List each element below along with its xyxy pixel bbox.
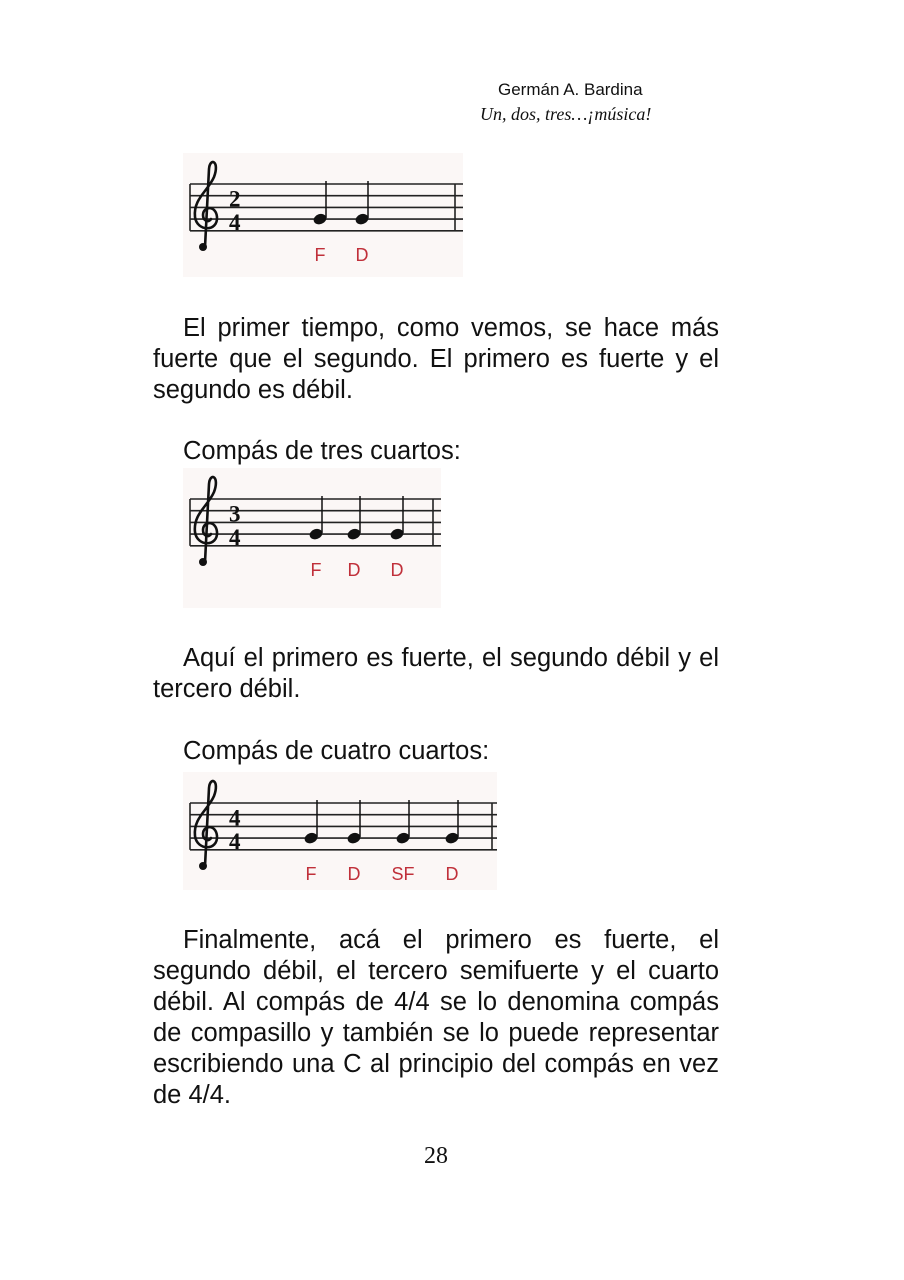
paragraph-2: Aquí el primero es fuerte, el segundo débil y el tercero débil. [153,644,719,703]
treble-clef-icon [195,162,217,251]
time-signature-top: 3 [229,501,241,527]
accent-label: D [445,863,459,884]
treble-clef-stroke [195,781,217,866]
header-book-title: Un, dos, tres…¡música! [480,104,652,124]
page-content [153,153,719,1170]
accent-label: D [390,559,404,580]
accent-label: D [355,244,369,265]
time-signature-top: 2 [229,186,241,212]
page-number: 28 [424,1143,448,1169]
treble-clef-icon [195,477,217,566]
header-author: Germán A. Bardina [498,80,643,99]
caption-four-four: Compás de cuatro cuartos: [183,737,490,765]
staff-three-four [183,468,441,608]
treble-clef-icon [195,781,217,870]
treble-clef-stroke [195,477,217,562]
accent-label: F [305,863,317,884]
staff-two-four [183,153,463,277]
paragraph-3: Finalmente, acá el primero es fuerte, el segundo débil, el tercero semifuerte y el cuarto débil. Al compás de 4/4 se lo denomina compás de compasillo y también se lo puede representar escribiendo una C al principio del compás en vez de 4/4. [153,926,719,1109]
accent-label: SF [391,863,415,884]
accent-label: F [314,244,326,265]
caption-three-four: Compás de tres cuartos: [183,437,461,465]
accent-label: F [310,559,322,580]
staff-four-four [183,772,497,890]
treble-clef-dot [199,243,207,251]
accent-label: D [347,559,361,580]
time-signature-bottom: 4 [229,209,241,235]
time-signature-bottom: 4 [229,828,241,854]
treble-clef-dot [199,558,207,566]
treble-clef-dot [199,862,207,870]
time-signature-bottom: 4 [229,524,241,550]
treble-clef-stroke [195,162,217,247]
paragraph-1: El primer tiempo, como vemos, se hace más fuerte que el segundo. El primero es fuerte y el segundo es débil. [153,314,719,404]
time-signature-top: 4 [229,805,241,831]
accent-label: D [347,863,361,884]
